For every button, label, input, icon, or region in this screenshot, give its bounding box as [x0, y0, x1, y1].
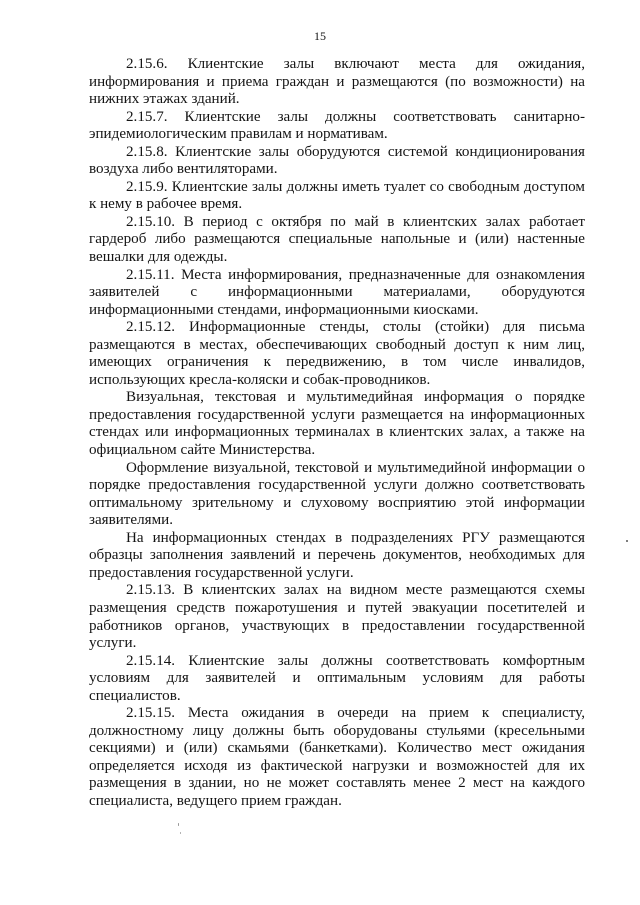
paragraph-2-15-8: 2.15.8. Клиентские залы оборудуются системой кондиционирования воздуха либо вентиляторами. [89, 143, 585, 178]
scan-speck [180, 832, 181, 834]
body-text [89, 56, 585, 811]
paragraph-2-15-14: 2.15.14. Клиентские залы должны соответствовать комфортным условиям для заявителей и оптимальным условиям для работы специалистов. [89, 652, 585, 704]
page-number: 15 [314, 29, 326, 43]
paragraph-2-15-10: 2.15.10. В период с октября по май в клиентских залах работает гардероб либо размещаются специальные напольные и (или) настенные вешалки для одежды. [89, 213, 585, 266]
paragraph-2-15-9: 2.15.9. Клиентские залы должны иметь туалет со свободным доступом к нему в рабочее время. [89, 178, 585, 213]
paragraph-2-15-13: 2.15.13. В клиентских залах на видном месте размещаются схемы размещения средств пожаротушения и путей эвакуации посетителей и работников органов, участвующих в предоставлении государственной услуги. [89, 582, 585, 652]
paragraph-information-design: Оформление визуальной, текстовой и мультимедийной информации о порядке предоставления государственной услуги должно соответствовать оптимальному зрительному и слуховому восприятию этой информации заявителями. [89, 459, 585, 529]
paragraph-2-15-11: 2.15.11. Места информирования, предназначенные для ознакомления заявителей с информационными материалами, оборудуются информационными стендами, информационными киосками. [89, 266, 585, 318]
paragraph-visual-information: Визуальная, текстовая и мультимедийная информация о порядке предоставления государственной услуги размещается на информационных стендах или информационных терминалах в клиентских залах, а также на официальном сайте Министерства. [89, 389, 585, 459]
scan-speck [178, 823, 179, 826]
paragraph-2-15-7: 2.15.7. Клиентские залы должны соответствовать санитарно-эпидемиологическим правилам и нормативам. [89, 108, 585, 143]
paragraph-2-15-12: 2.15.12. Информационные стенды, столы (стойки) для письма размещаются в местах, обеспечивающих свободный доступ к ним лиц, имеющих ограничения к передвижению, в том числе инвалидов, использующих кресла-коляски и собак-проводников. [89, 319, 585, 388]
scan-speck [626, 540, 628, 542]
paragraph-2-15-15: 2.15.15. Места ожидания в очереди на прием к специалисту, должностному лицу должны быть оборудованы стульями (кресельными секциями) и (или) скамьями (банкетками). Количество мест ожидания определяется исходя из фактической нагрузки и возможностей для их размещения в здании, но не может составлять менее 2 мест на каждого специалиста, ведущего прием граждан. [89, 705, 585, 809]
paragraph-2-15-6: 2.15.6. Клиентские залы включают места для ожидания, информирования и приема граждан и размещаются (по возможности) на нижних этажах зданий. [89, 56, 585, 108]
paragraph-rgu-stands: На информационных стендах в подразделениях РГУ размещаются образцы заполнения заявлений и перечень документов, необходимых для предоставления государственной услуги. [89, 529, 585, 581]
